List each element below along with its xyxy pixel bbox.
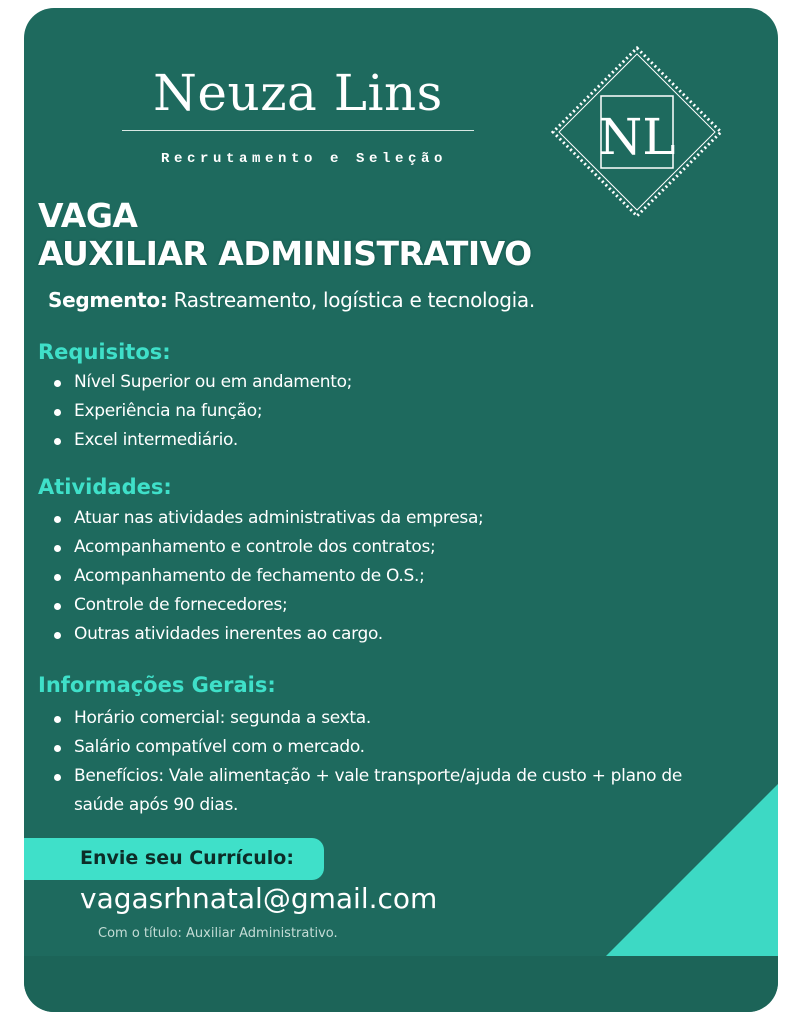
brand-name: Neuza Lins xyxy=(153,64,443,122)
brand-divider xyxy=(122,130,474,131)
bottom-band xyxy=(24,956,778,1012)
segment-value: Rastreamento, logística e tecnologia. xyxy=(173,288,535,312)
list-item: Experiência na função; xyxy=(52,397,352,426)
segment-label: Segmento: xyxy=(48,288,168,312)
list-item: Acompanhamento de fechamento de O.S.; xyxy=(52,562,484,591)
list-item: Horário comercial: segunda a sexta. xyxy=(52,704,714,733)
list-item: Salário compatível com o mercado. xyxy=(52,733,714,762)
atividades-list xyxy=(52,504,484,649)
atividades-title: Atividades: xyxy=(38,475,172,499)
list-item: Controle de fornecedores; xyxy=(52,591,484,620)
list-item: Benefícios: Vale alimentação + vale transporte/ajuda de custo + plano de saúde após 90 dias. xyxy=(52,762,714,820)
requisitos-title: Requisitos: xyxy=(38,340,171,364)
cta-label: Envie seu Currículo: xyxy=(80,847,294,869)
informacoes-list xyxy=(52,704,714,820)
cta-banner xyxy=(24,838,324,880)
list-item: Outras atividades inerentes ao cargo. xyxy=(52,620,484,649)
contact-email: vagasrhnatal@gmail.com xyxy=(80,882,438,915)
list-item: Atuar nas atividades administrativas da empresa; xyxy=(52,504,484,533)
requisitos-list xyxy=(52,368,352,455)
headline-vaga: VAGA xyxy=(38,196,138,235)
segment-line xyxy=(48,288,535,312)
email-subject-note: Com o título: Auxiliar Administrativo. xyxy=(98,926,338,941)
list-item: Nível Superior ou em andamento; xyxy=(52,368,352,397)
monogram-letters: NL xyxy=(598,108,676,166)
headline-job-title: AUXILIAR ADMINISTRATIVO xyxy=(38,234,532,273)
monogram-logo xyxy=(549,44,725,220)
list-item: Excel intermediário. xyxy=(52,426,352,455)
job-poster xyxy=(24,8,778,1012)
list-item: Acompanhamento e controle dos contratos; xyxy=(52,533,484,562)
informacoes-title: Informações Gerais: xyxy=(38,673,276,697)
brand-tagline: Recrutamento e Seleção xyxy=(160,151,448,167)
